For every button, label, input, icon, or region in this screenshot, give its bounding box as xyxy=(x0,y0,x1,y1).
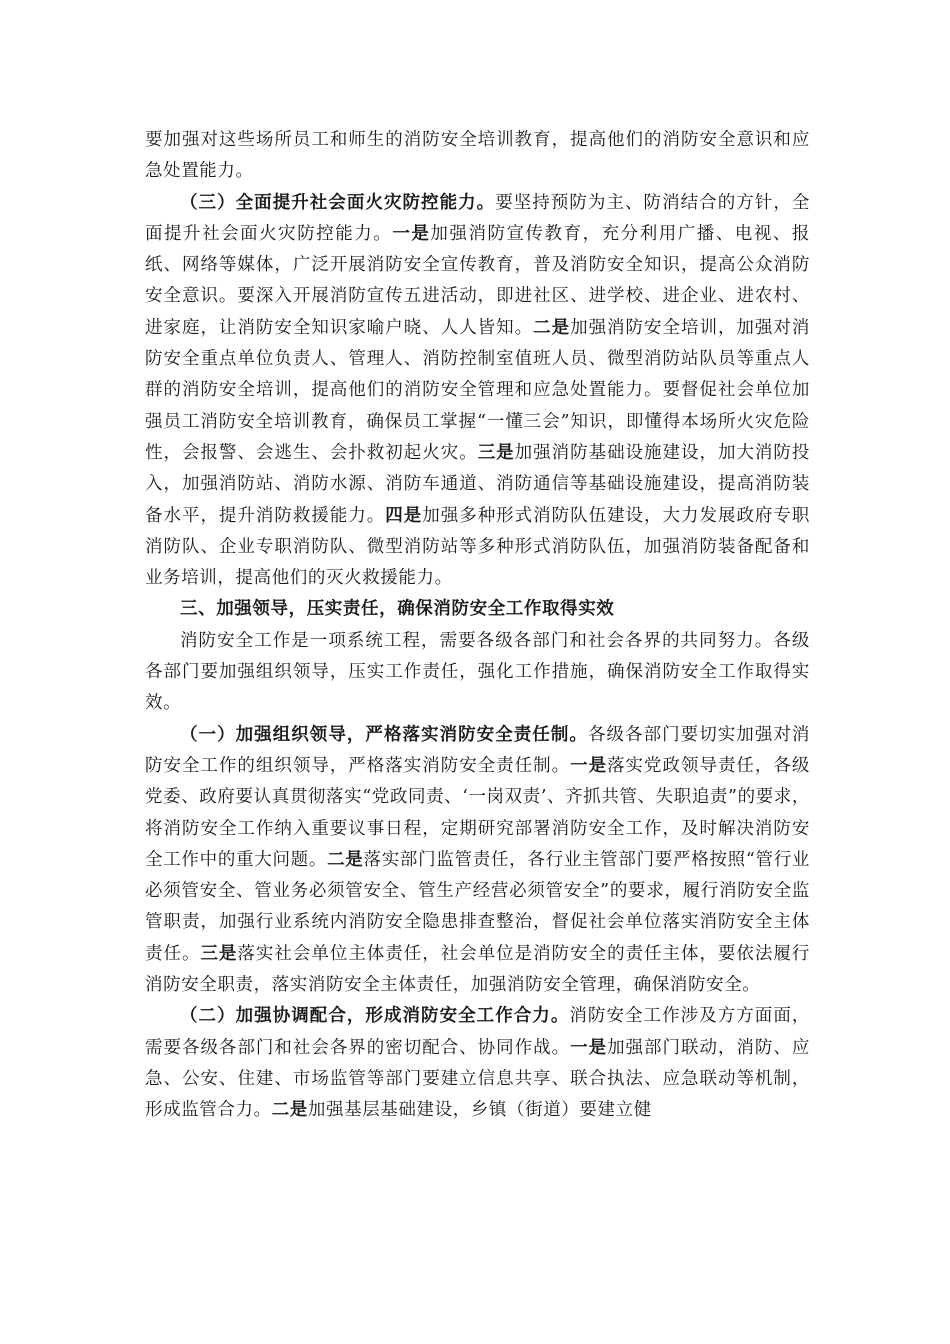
paragraph-text: 消防安全工作是一项系统工程，需要各级各部门和社会各界的共同努力。各级各部门要加强组织领导，压实工作责任，强化工作措施，确保消防安全工作取得实效。 xyxy=(145,630,810,714)
paragraph-continuation xyxy=(145,125,810,188)
item-marker: 二是 xyxy=(271,1100,308,1121)
paragraph-text: 要坚持预防为主、防消结合的方针，全面提升社会面火灾防控能力。 xyxy=(145,192,810,244)
paragraph-text: 消防安全工作涉及方方面面，需要各级各部门和社会各界的密切配合、协同作战。 xyxy=(145,1006,810,1058)
item-marker: 一是 xyxy=(570,1037,608,1058)
paragraph-lead: （二）加强协调配合，形成消防安全工作合力。 xyxy=(180,1006,570,1027)
paragraph-text: 落实党政领导责任，各级党委、政府要认真贯彻落实“党政同责、‘一岗双责’、齐抓共管、失职追责”的要求，将消防安全工作纳入重要议事日程，定期研究部署消防安全工作，及时解决消防安全工作中的重大问题。 xyxy=(145,755,810,870)
paragraph-text: 加强基层基础建设，乡镇（街道）要建立健 xyxy=(307,1100,652,1121)
paragraph-lead: （三）全面提升社会面火灾防控能力。 xyxy=(180,192,496,213)
paragraph-text: 加强消防基础设施建设，加大消防投入，加强消防站、消防水源、消防车通道、消防通信等基础设施建设，提高消防装备水平，提升消防救援能力。 xyxy=(145,442,810,526)
paragraph-text: 加强消防宣传教育，充分利用广播、电视、报纸、网络等媒体，广泛开展消防安全宣传教育，普及消防安全知识，提高公众消防安全意识。要深入开展消防宣传五进活动，即进社区、进学校、进企业、进农村、进家庭，让消防安全知识家喻户晓、人人皆知。 xyxy=(145,223,810,338)
item-marker: 二是 xyxy=(327,849,364,870)
paragraph-fire-prevention xyxy=(145,188,810,595)
paragraph-coordination xyxy=(145,1001,810,1126)
item-marker: 三是 xyxy=(477,442,515,463)
item-marker: 一是 xyxy=(570,755,608,776)
paragraph-lead: （一）加强组织领导，严格落实消防安全责任制。 xyxy=(180,724,588,745)
paragraph-text: 各级各部门要切实加强对消防安全工作的组织领导，严格落实消防安全责任制。 xyxy=(145,724,811,776)
section-heading: 三、加强领导，压实责任，确保消防安全工作取得实效 xyxy=(180,599,615,620)
paragraph-leadership xyxy=(145,720,810,1002)
paragraph-intro xyxy=(145,626,810,720)
paragraph-text: 落实社会单位主体责任，社会单位是消防安全的责任主体，要依法履行消防安全职责，落实消防安全主体责任，加强消防安全管理，确保消防安全。 xyxy=(145,943,810,996)
item-marker: 一是 xyxy=(392,223,431,244)
paragraph-text: 加强消防安全培训，加强对消防安全重点单位负责人、管理人、消防控制室值班人员、微型消防站队员等重点人群的消防安全培训，提高他们的消防安全管理和应急处置能力。要督促社会单位加强员工消防安全培训教育，确保员工掌握“一懂三会”知识，即懂得本场所火灾危险性，会报警、会逃生、会扑救初起火灾。 xyxy=(145,317,810,463)
item-marker: 四是 xyxy=(385,505,423,526)
item-marker: 三是 xyxy=(200,943,238,964)
paragraph-text: 要加强对这些场所员工和师生的消防安全培训教育，提高他们的消防安全意识和应急处置能力。 xyxy=(145,130,810,182)
paragraph-text: 落实部门监管责任，各行业主管部门要严格按照“管行业必须管安全、管业务必须管安全、管生产经营必须管安全”的要求，履行消防安全监管职责，加强行业系统内消防安全隐患排查整治，督促社会单位落实消防安全主体责任。 xyxy=(145,849,811,964)
paragraph-text: 加强多种形式消防队伍建设，大力发展政府专职消防队、企业专职消防队、微型消防站等多种形式消防队伍，加强消防装备配备和业务培训，提高他们的灭火救援能力。 xyxy=(145,505,810,589)
paragraph-text: 加强部门联动，消防、应急、公安、住建、市场监管等部门要建立信息共享、联合执法、应急联动等机制，形成监管合力。 xyxy=(145,1037,810,1121)
document-body xyxy=(145,125,810,1127)
item-marker: 二是 xyxy=(533,317,571,338)
